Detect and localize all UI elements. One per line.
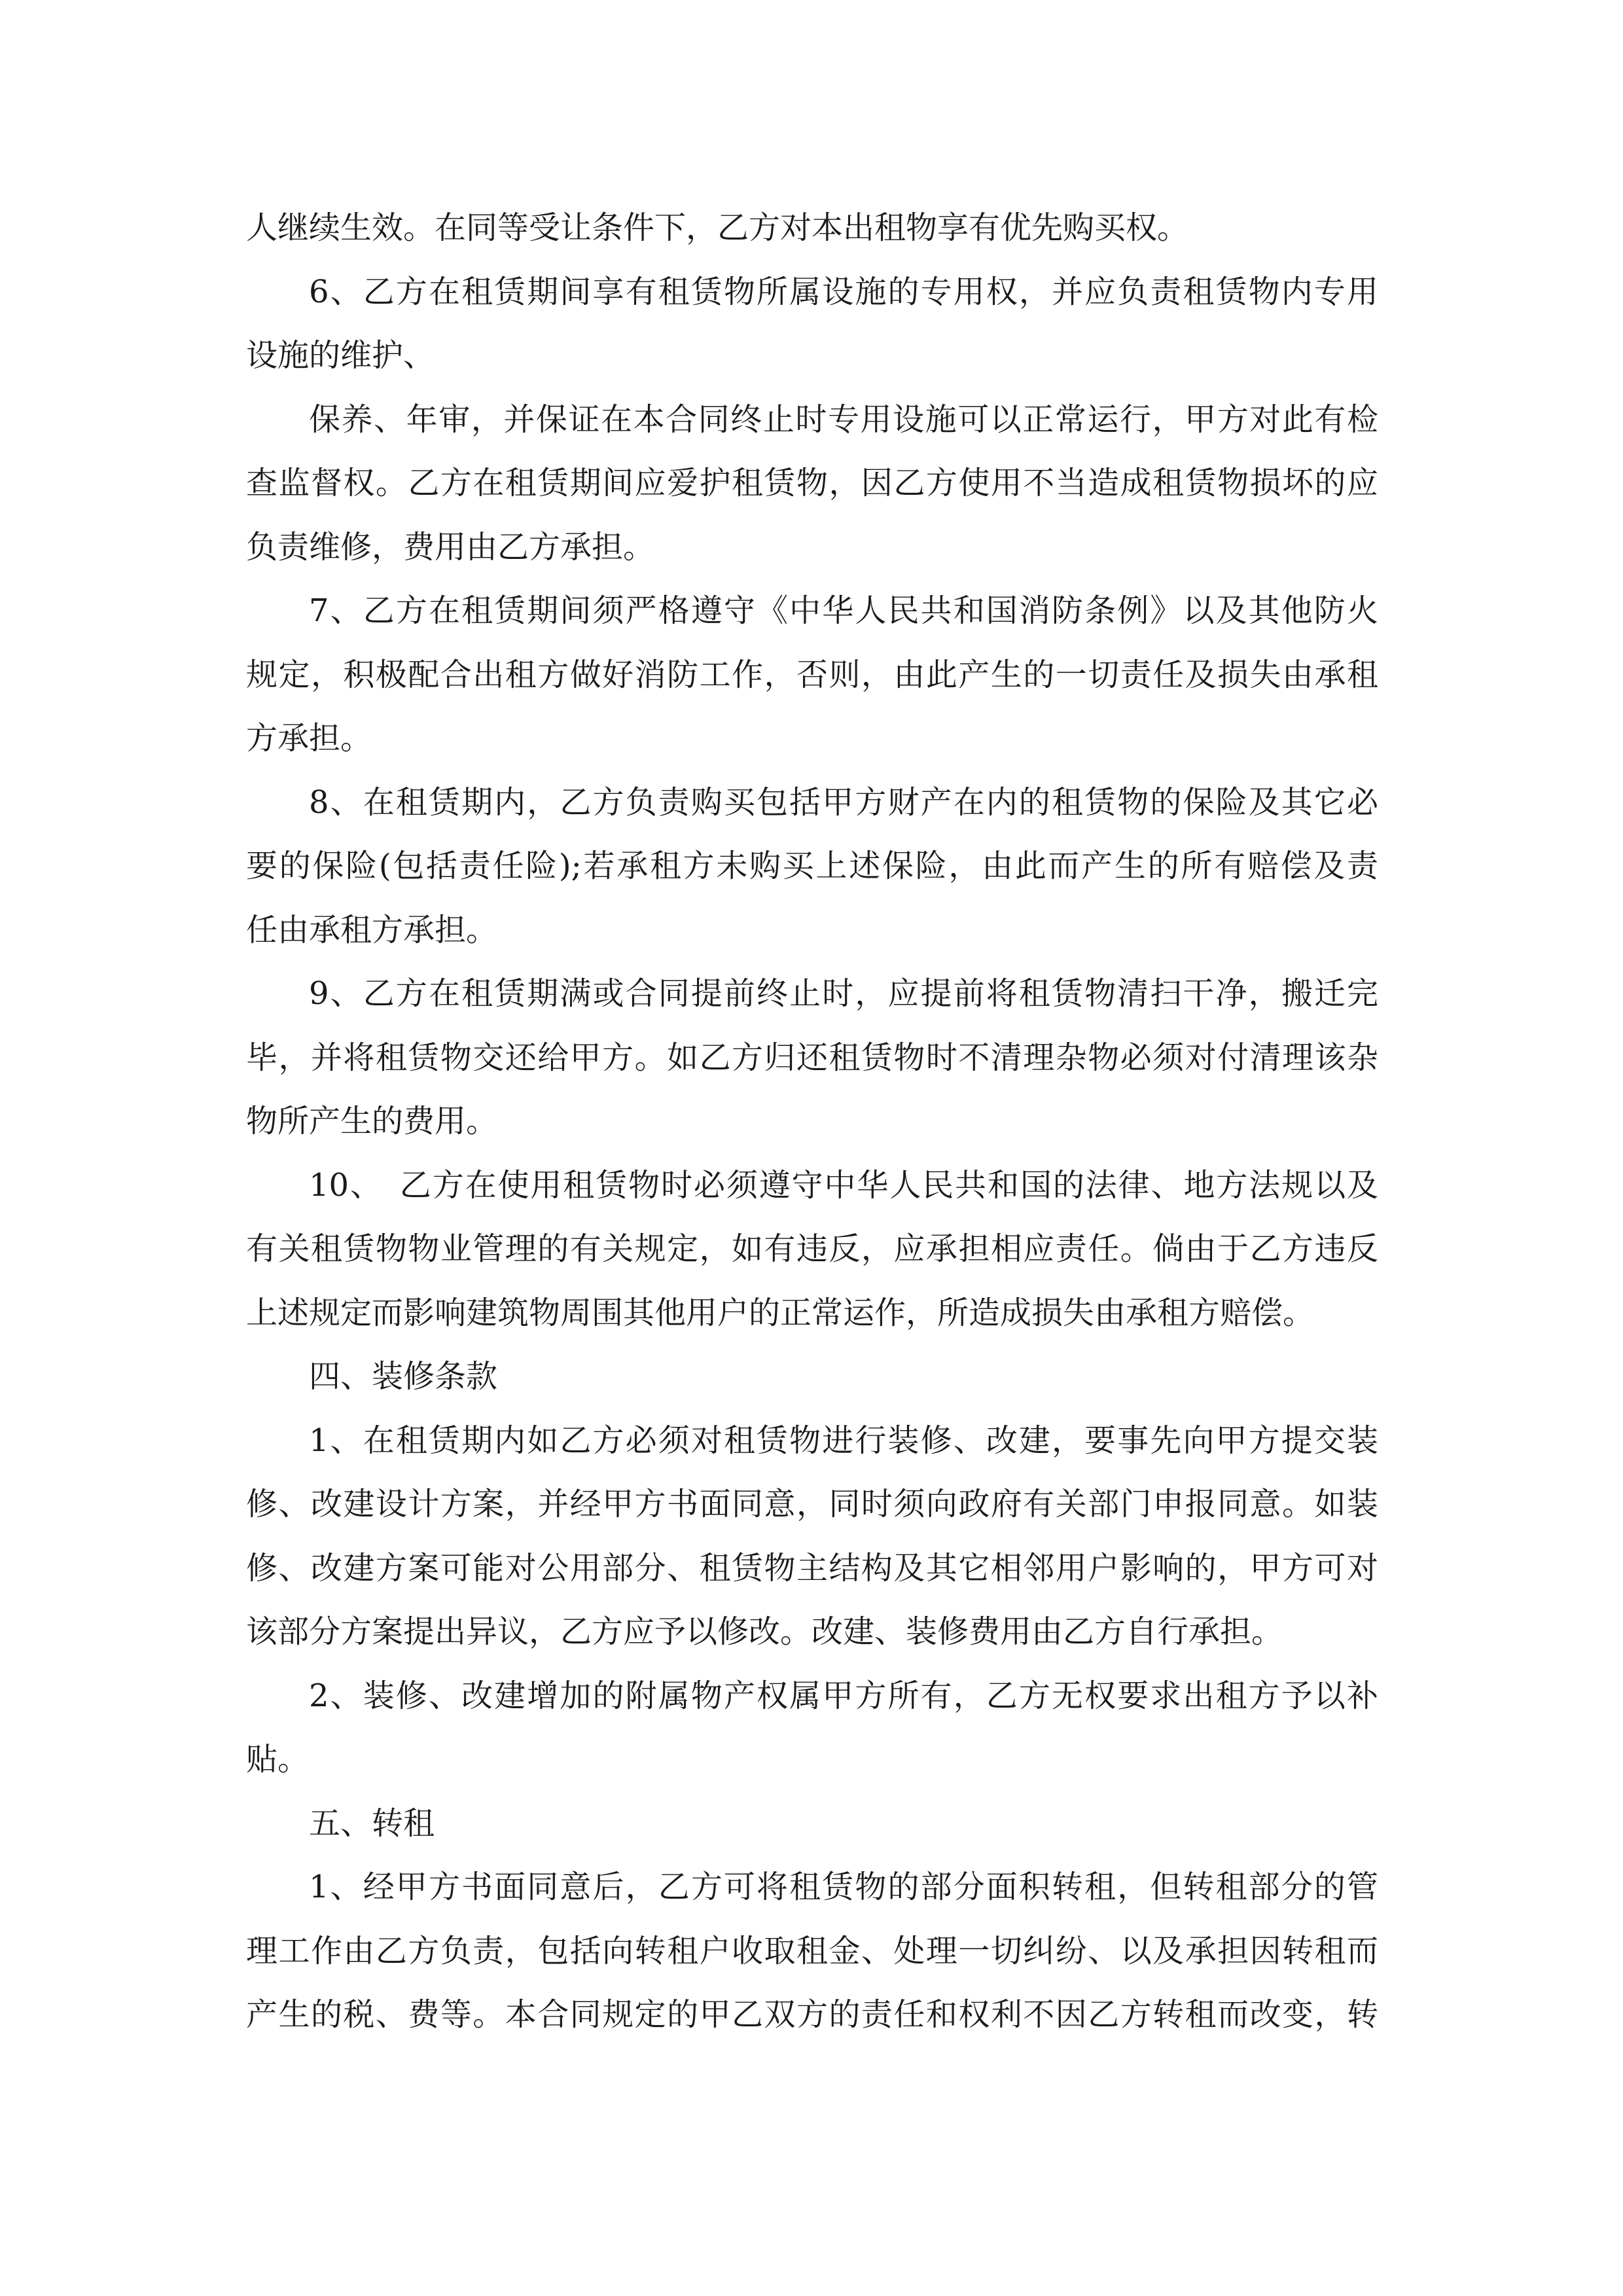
text-line: 四、装修条款 bbox=[309, 1358, 498, 1395]
text-line: 五、转租 bbox=[309, 1804, 435, 1842]
text-line: 修、改建设计方案，并经甲方书面同意，同时须向政府有关部门申报同意。如装 bbox=[246, 1486, 1378, 1522]
text-line: 1、经甲方书面同意后，乙方可将租赁物的部分面积转租，但转租部分的管 bbox=[309, 1869, 1378, 1905]
text-line: 修、改建方案可能对公用部分、租赁物主结构及其它相邻用户影响的，甲方可对 bbox=[246, 1549, 1378, 1587]
text-line: 设施的维护、 bbox=[246, 337, 435, 374]
text-line: 上述规定而影响建筑物周围其他用户的正常运作，所造成损失由承租方赔偿。 bbox=[246, 1294, 1315, 1331]
text-line: 8、在租赁期内，乙方负责购买包括甲方财产在内的租赁物的保险及其它必 bbox=[309, 783, 1378, 821]
text-line: 人继续生效。在同等受让条件下，乙方对本出租物享有优先购买权。 bbox=[246, 209, 1189, 246]
text-line: 物所产生的费用。 bbox=[246, 1103, 498, 1139]
text-line: 理工作由乙方负责，包括向转租户收取租金、处理一切纠纷、以及承担因转租而 bbox=[246, 1932, 1378, 1969]
text-line: 产生的税、费等。本合同规定的甲乙双方的责任和权利不因乙方转租而改变，转 bbox=[246, 1996, 1378, 2033]
text-line: 7、乙方在租赁期间须严格遵守《中华人民共和国消防条例》以及其他防火 bbox=[309, 592, 1378, 629]
text-line: 负责维修，费用由乙方承担。 bbox=[246, 528, 655, 565]
text-line: 规定，积极配合出租方做好消防工作，否则，由此产生的一切责任及损失由承租 bbox=[246, 656, 1378, 693]
text-line: 查监督权。乙方在租赁期间应爱护租赁物，因乙方使用不当造成租赁物损坏的应 bbox=[246, 465, 1378, 501]
text-line: 任由承租方承担。 bbox=[246, 911, 498, 948]
text-line: 1、在租赁期内如乙方必须对租赁物进行装修、改建，要事先向甲方提交装 bbox=[309, 1422, 1378, 1459]
text-line: 该部分方案提出异议，乙方应予以修改。改建、装修费用由乙方自行承担。 bbox=[246, 1613, 1283, 1650]
text-line: 贴。 bbox=[246, 1741, 310, 1778]
text-line: 毕，并将租赁物交还给甲方。如乙方归还租赁物时不清理杂物必须对付清理该杂 bbox=[246, 1039, 1378, 1076]
text-line: 6、乙方在租赁期间享有租赁物所属设施的专用权，并应负责租赁物内专用 bbox=[309, 273, 1378, 310]
text-line: 10、 乙方在使用租赁物时必须遵守中华人民共和国的法律、地方法规以及 bbox=[309, 1166, 1378, 1204]
text-line: 2、装修、改建增加的附属物产权属甲方所有，乙方无权要求出租方予以补 bbox=[309, 1677, 1378, 1714]
text-line: 方承担。 bbox=[246, 720, 372, 757]
text-line: 有关租赁物物业管理的有关规定，如有违反，应承担相应责任。倘由于乙方违反 bbox=[246, 1230, 1378, 1267]
text-line: 要的保险(包括责任险);若承租方未购买上述保险，由此而产生的所有赔偿及责 bbox=[246, 848, 1378, 884]
contract-body bbox=[246, 196, 1378, 2047]
text-line: 9、乙方在租赁期满或合同提前终止时，应提前将租赁物清扫干净，搬迁完 bbox=[309, 975, 1378, 1012]
text-line: 保养、年审，并保证在本合同终止时专用设施可以正常运行，甲方对此有检 bbox=[309, 401, 1378, 438]
